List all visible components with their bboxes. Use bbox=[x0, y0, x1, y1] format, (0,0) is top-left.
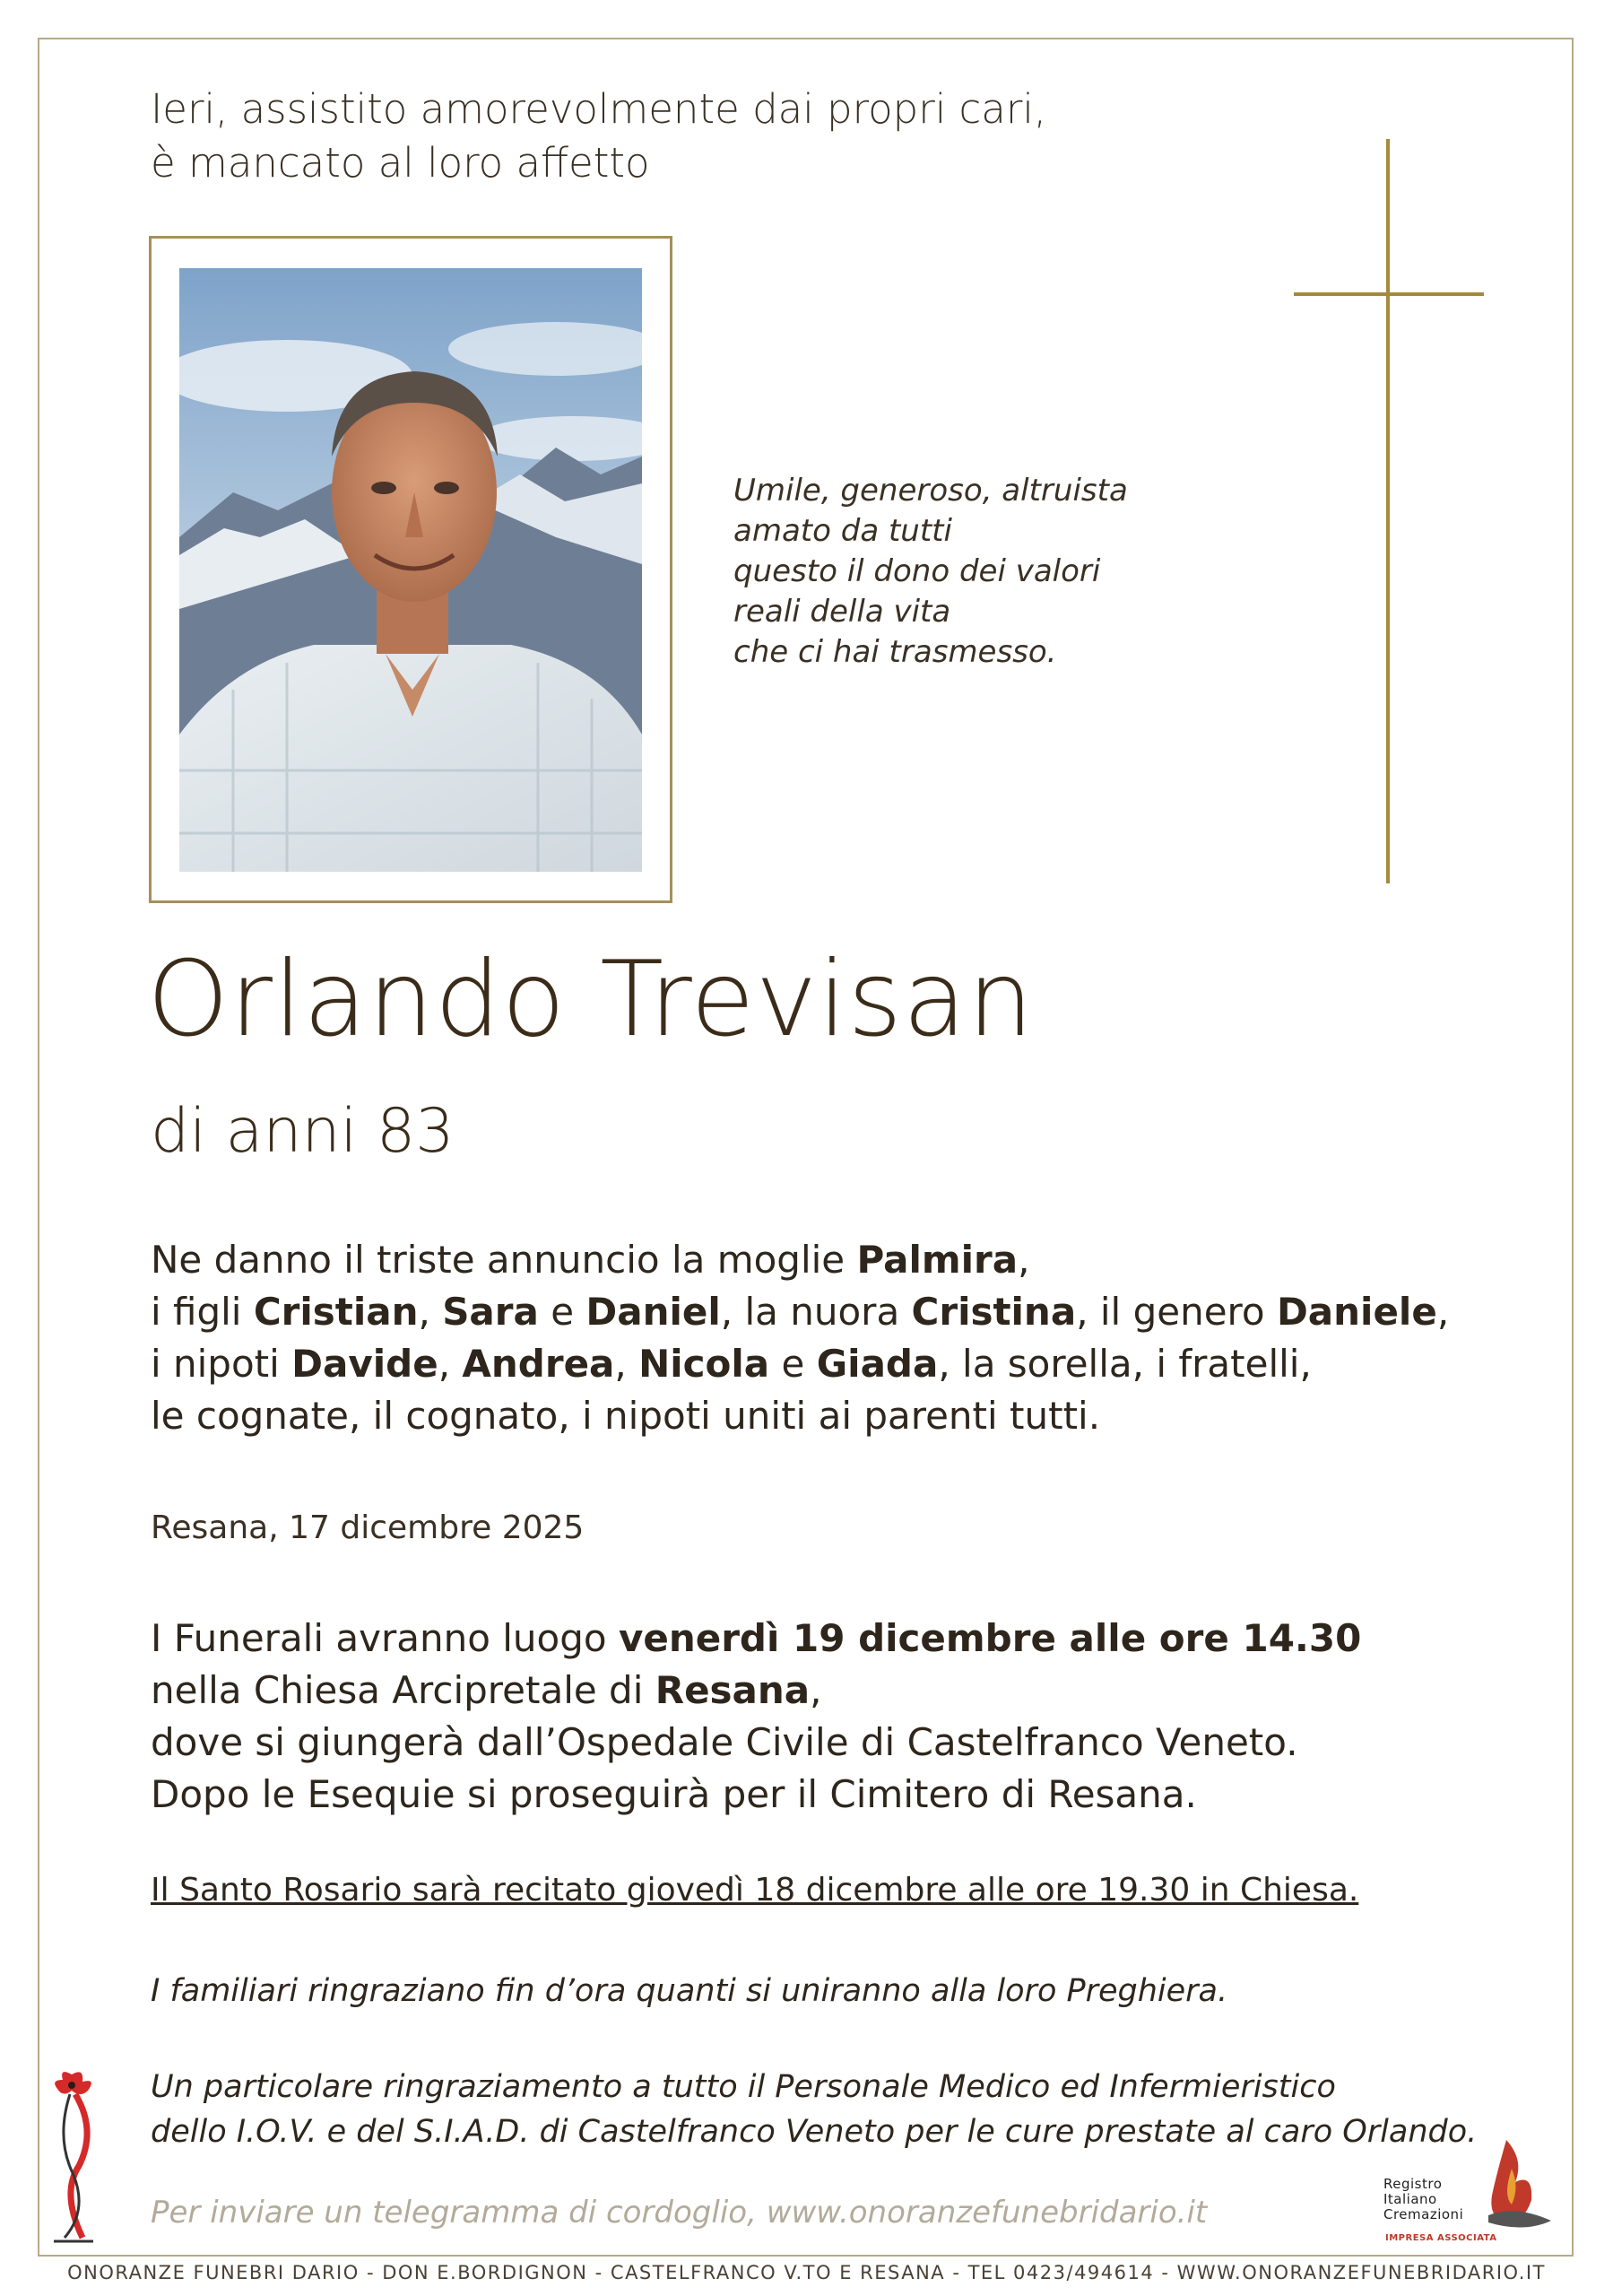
poem-line: amato da tutti bbox=[733, 513, 952, 549]
poem-line: Umile, generoso, altruista bbox=[733, 473, 1128, 509]
poppy-ribbon-icon bbox=[43, 2058, 106, 2247]
rosary-notice: Il Santo Rosario sarà recitato giovedì 18 dicembre alle ore 19.30 in Chiesa. bbox=[151, 1872, 1359, 1909]
announcement-line-4: le cognate, il cognato, i nipoti uniti ai parenti tutti. bbox=[151, 1394, 1101, 1438]
funeral-line-4: Dopo le Esequie si proseguirà per il Cimitero di Resana. bbox=[151, 1772, 1197, 1816]
cross-vertical-bar bbox=[1386, 139, 1390, 883]
telegram-link[interactable]: Per inviare un telegramma di cordoglio, www.onoranzefunebridario.it bbox=[151, 2195, 1208, 2231]
portrait-photo bbox=[179, 268, 642, 872]
memorial-poem bbox=[733, 471, 1182, 673]
registry-logo-subtitle: IMPRESA ASSOCIATA bbox=[1385, 2233, 1497, 2243]
announcement-line-2: i figli Cristian, Sara e Daniel, la nuora Cristina, il genero Daniele, bbox=[151, 1290, 1450, 1334]
registry-logo-line-3: Cremazioni bbox=[1383, 2206, 1464, 2222]
poem-line: reali della vita bbox=[733, 594, 951, 630]
deceased-age: di anni 83 bbox=[151, 1096, 455, 1167]
deceased-name: Orlando Trevisan bbox=[147, 939, 1035, 1060]
registry-logo-line-2: Italiano bbox=[1383, 2191, 1437, 2207]
funeral-details bbox=[151, 1613, 1451, 1821]
footer-contact: ONORANZE FUNEBRI DARIO - DON E.BORDIGNON - CASTELFRANCO V.TO E RESANA - TEL 0423/494614 - WWW.ONORANZEFUNEBRIDARIO.IT bbox=[67, 2262, 1546, 2283]
intro-line-1: Ieri, assistito amorevolmente dai propri cari, bbox=[151, 85, 1047, 133]
funeral-line-3: dove si giungerà dall’Ospedale Civile di Castelfranco Veneto. bbox=[151, 1720, 1298, 1764]
funeral-line-1: I Funerali avranno luogo venerdì 19 dicembre alle ore 14.30 bbox=[151, 1616, 1362, 1660]
announcement-line-1: Ne danno il triste annuncio la moglie Palmira, bbox=[151, 1238, 1030, 1282]
registry-logo-text bbox=[1383, 2177, 1463, 2222]
registry-logo-line-1: Registro bbox=[1383, 2176, 1443, 2192]
special-thanks-line-1: Un particolare ringraziamento a tutto il Personale Medico ed Infermieristico bbox=[151, 2069, 1336, 2105]
family-announcement bbox=[151, 1234, 1451, 1442]
place-and-date: Resana, 17 dicembre 2025 bbox=[151, 1509, 585, 1546]
funeral-line-2: nella Chiesa Arcipretale di Resana, bbox=[151, 1668, 822, 1712]
intro-line-2: è mancato al loro affetto bbox=[151, 139, 650, 187]
cross-horizontal-bar bbox=[1294, 292, 1484, 296]
intro-text bbox=[151, 83, 1137, 190]
special-thanks-line-2: dello I.O.V. e del S.I.A.D. di Castelfranco Veneto per le cure prestate al caro Orlando. bbox=[151, 2114, 1478, 2150]
poem-line: che ci hai trasmesso. bbox=[733, 634, 1057, 670]
announcement-line-3: i nipoti Davide, Andrea, Nicola e Giada, la sorella, i fratelli, bbox=[151, 1342, 1312, 1386]
family-thanks: I familiari ringraziano fin d’ora quanti si uniranno alla loro Preghiera. bbox=[151, 1973, 1228, 2009]
poem-line: questo il dono dei valori bbox=[733, 553, 1101, 589]
special-thanks bbox=[151, 2065, 1477, 2154]
